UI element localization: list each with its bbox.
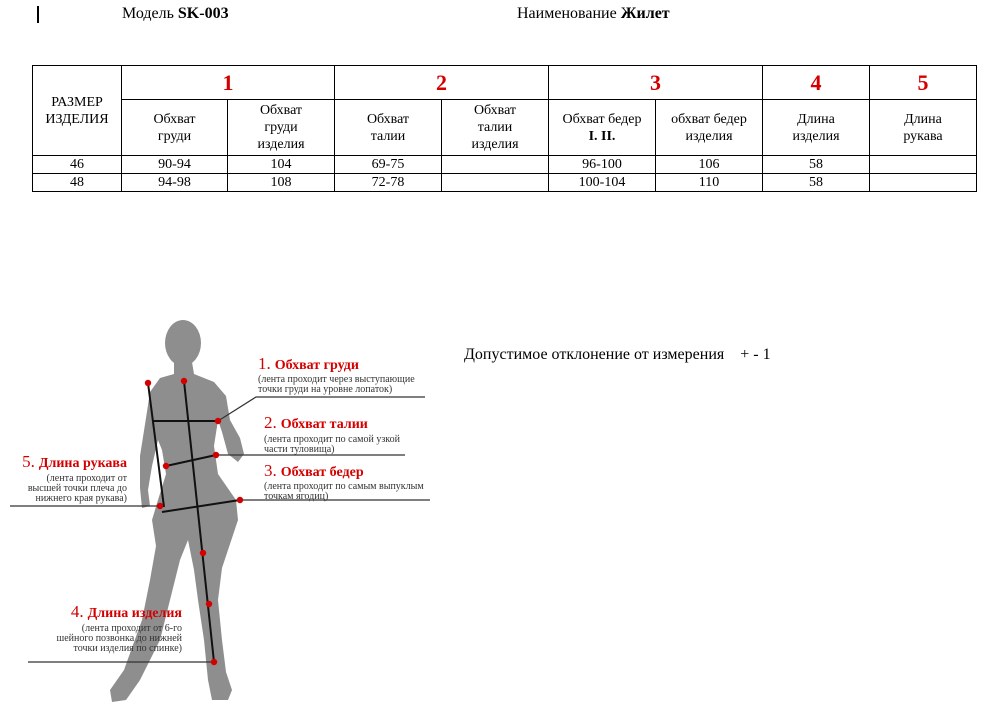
svg-text:3.Обхват бедер: 3. Обхват бедер <box>264 461 364 480</box>
model-value: SK-003 <box>177 5 229 22</box>
group-header-2: 2 <box>335 66 549 100</box>
tolerance-text: Допустимое отклонение от измерения <box>464 346 725 363</box>
svg-text:(лента проходит от: (лента проходит от <box>46 473 127 484</box>
svg-text:высшей точки плеча до: высшей точки плеча до <box>27 483 127 494</box>
table-cell <box>870 156 977 174</box>
group-header-5: 5 <box>870 66 977 100</box>
svg-text:точки груди на уровне лопаток): точки груди на уровне лопаток) <box>258 384 393 395</box>
group-header-1: 1 <box>122 66 335 100</box>
tolerance-value: + - 1 <box>740 346 771 363</box>
svg-text:точкам ягодиц): точкам ягодиц) <box>264 491 329 502</box>
table-cell: 110 <box>656 174 763 192</box>
name-value: Жилет <box>620 5 670 22</box>
table-row <box>33 156 977 174</box>
subheader-sleeve: Длина рукава <box>870 100 977 156</box>
svg-text:5.Длина рукава: 5. Длина рукава <box>22 452 127 471</box>
table-cell <box>442 174 549 192</box>
svg-text:(лента проходит по самым выпук: (лента проходит по самым выпуклым <box>264 481 424 492</box>
table-cell <box>442 156 549 174</box>
table-cell: 106 <box>656 156 763 174</box>
measure-point <box>200 550 206 556</box>
table-cell: 72-78 <box>335 174 442 192</box>
table-cell: 58 <box>763 174 870 192</box>
table-cell: 69-75 <box>335 156 442 174</box>
table-cell: 58 <box>763 156 870 174</box>
svg-text:точки изделия по спинке): точки изделия по спинке) <box>73 643 182 654</box>
label-waist <box>264 413 401 455</box>
size-column-header: РАЗМЕР ИЗДЕЛИЯ <box>33 66 122 156</box>
measure-point <box>237 497 243 503</box>
label-chest <box>258 354 415 395</box>
label-sleeve <box>22 452 128 504</box>
tolerance-note <box>464 346 771 364</box>
svg-text:(лента проходит от 6-го: (лента проходит от 6-го <box>81 623 182 634</box>
label-hips <box>264 461 424 502</box>
measure-point <box>145 380 151 386</box>
group-header-3: 3 <box>549 66 763 100</box>
row-size: 48 <box>33 174 122 192</box>
svg-text:1.Обхват груди: 1. Обхват груди <box>258 354 359 373</box>
svg-text:(лента проходит по самой узкой: (лента проходит по самой узкой <box>264 434 400 445</box>
measure-point <box>206 601 212 607</box>
label-length <box>57 602 183 654</box>
name-header <box>517 5 670 23</box>
table-cell <box>870 174 977 192</box>
measure-point <box>213 452 219 458</box>
measure-point <box>157 503 163 509</box>
table-cell: 104 <box>228 156 335 174</box>
subheader-chest: Обхват груди <box>122 100 228 156</box>
table-cell: 96-100 <box>549 156 656 174</box>
svg-text:шейного позвонка до нижней: шейного позвонка до нижней <box>56 633 182 644</box>
subheader-waist: Обхват талии <box>335 100 442 156</box>
model-header <box>122 5 229 23</box>
measure-point <box>211 659 217 665</box>
name-label: Наименование <box>517 5 617 22</box>
svg-text:2.Обхват талии: 2. Обхват талии <box>264 413 368 432</box>
text-cursor <box>37 6 39 23</box>
subheader-hips-garment: обхват бедер изделия <box>656 100 763 156</box>
table-cell: 94-98 <box>122 174 228 192</box>
svg-text:части туловища): части туловища) <box>264 444 335 455</box>
subheader-hips: Обхват бедер I. II. <box>549 100 656 156</box>
svg-text:4.Длина изделия: 4. Длина изделия <box>70 602 182 621</box>
table-cell: 108 <box>228 174 335 192</box>
group-header-4: 4 <box>763 66 870 100</box>
measure-point <box>181 378 187 384</box>
measurement-diagram <box>0 300 460 727</box>
svg-text:(лента проходит через выступаю: (лента проходит через выступающие <box>258 374 415 385</box>
measure-point <box>215 418 221 424</box>
row-size: 46 <box>33 156 122 174</box>
svg-text:нижнего края рукава): нижнего края рукава) <box>35 493 127 504</box>
table-row <box>33 174 977 192</box>
size-table <box>32 65 977 192</box>
subheader-length: Длина изделия <box>763 100 870 156</box>
subheader-waist-garment: Обхват талии изделия <box>442 100 549 156</box>
table-cell: 90-94 <box>122 156 228 174</box>
table-cell: 100-104 <box>549 174 656 192</box>
model-label: Модель <box>122 5 174 22</box>
subheader-chest-garment: Обхват груди изделия <box>228 100 335 156</box>
measure-point <box>163 463 169 469</box>
